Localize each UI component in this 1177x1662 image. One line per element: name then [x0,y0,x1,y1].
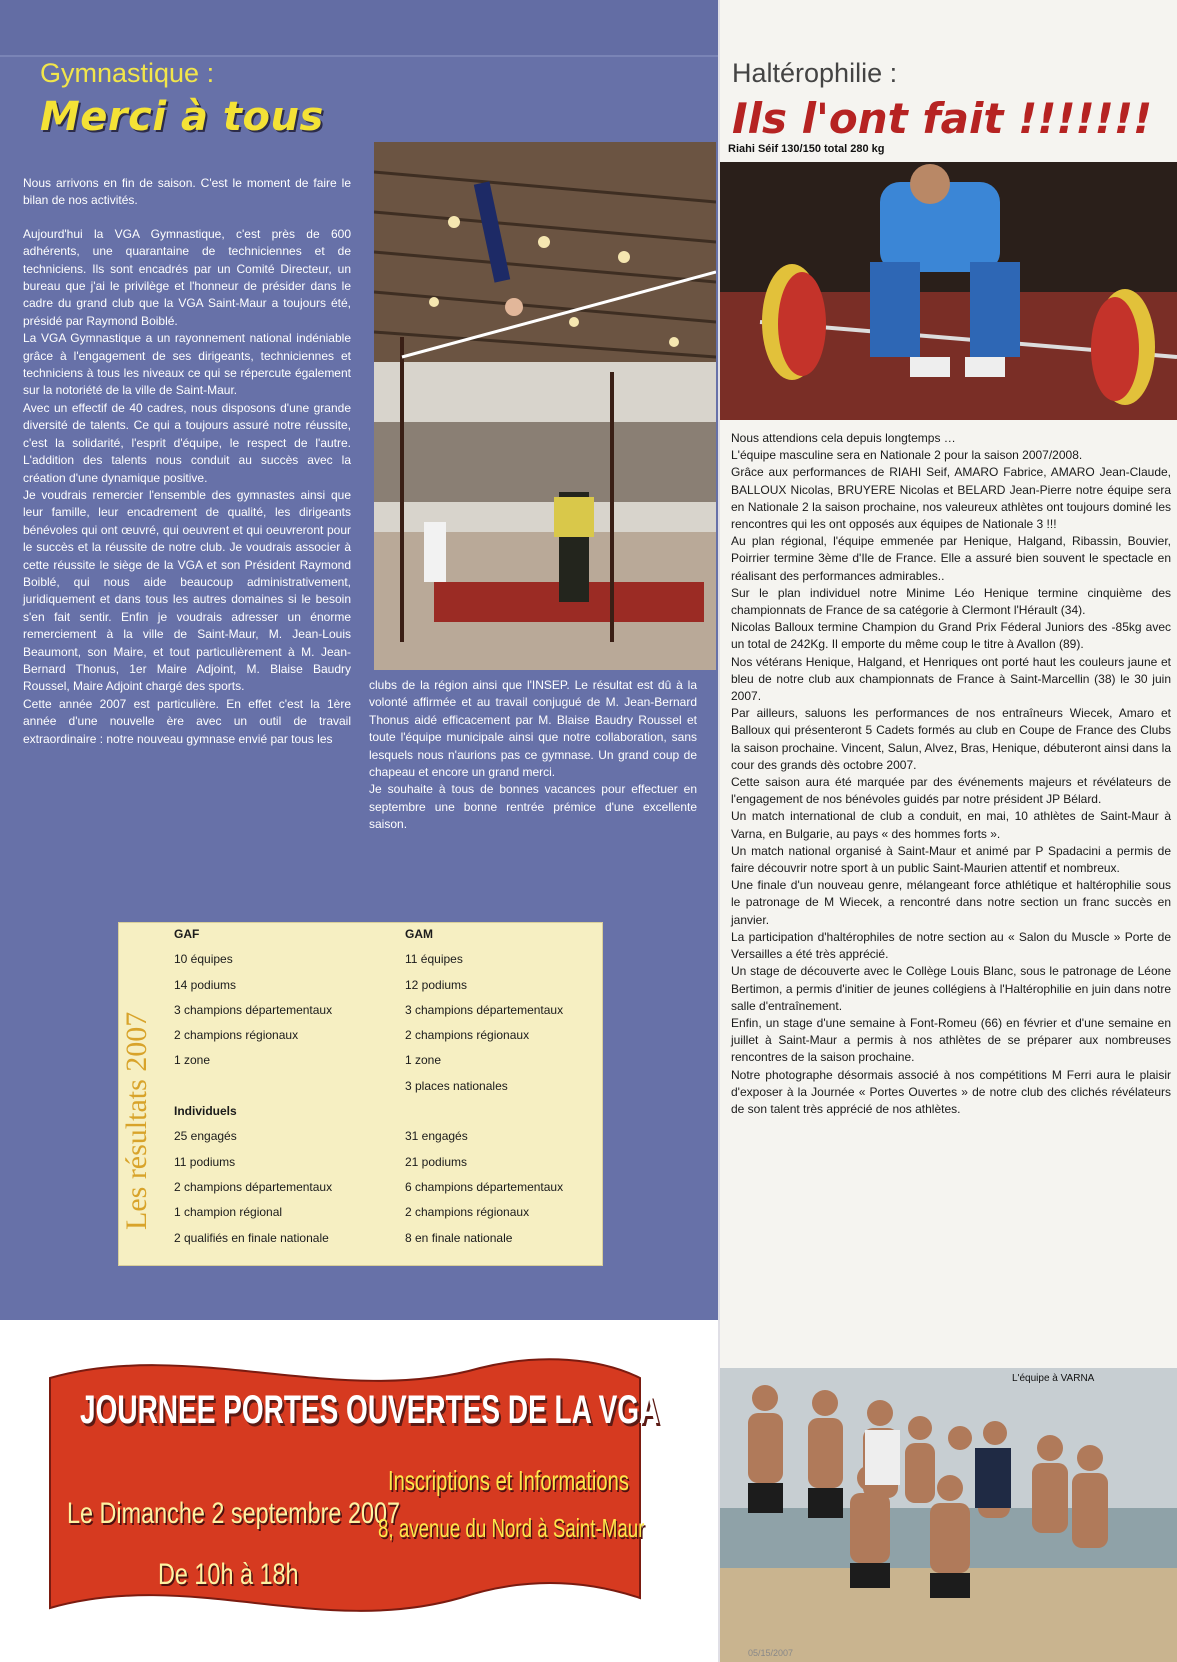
gymnastics-kicker: Gymnastique : [40,58,215,88]
gymnastics-body: Aujourd'hui la VGA Gymnastique, c'est près de 600 adhérents, une quarantaine de techniciennes et de techniciens. Ils sont encadrés par un Comité Directeur, un bureau que j'ai le privilège et l'honneur de présider dans le cadre du grand club que la VGA Saint-Maur a toujours été, présidé par Raymond Boiblé. La VGA Gymnastique a un rayonnement national indéniable grâce à l'engagement de ses dirigeants, techniciennes et techniciens à tous les niveaux ce qui se répercute également sur la notoriété de la ville de Saint-Maur. Avec un effectif de 40 cadres, nous disposons d'une grande diversité de talents. Ce qui a toujours assuré notre réussite, c'est la solidarité, l'esprit d'équipe, le respect de l'autre. L'addition des talents nous conduit au succès avec la création d'une dynamique positive. Je voudrais remercier l'ensemble des gymnastes ainsi que leur famille, leur encadrement de qualité, les dirigeants bénévoles qui ont œuvré, qui oeuvrent et qui oeuvreront pour le succès et la réussite de notre club. Je voudrais associer à cette réussite le siège de la VGA et son Président Raymond Boiblé, qui nous aide beaucoup administrativement, juridiquement et dans tous les autres domaines si le besoin s'en fait sentir. Enfin je voudrais adresser un énorme remerciement à la ville de Saint-Maur, M. Jean-Louis Beaumont, son Maire, et tout particulièrement à M. Jean-Bernard Thonus, 1er Maire Adjoint, M. Blaise Baudry Roussel, Maire Adjoint chargé des sports. Cette année 2007 est particulière. En effet c'est la 1ère année d'une nouvelle ère avec un outil de travail extraordinaire : notre nouveau gymnase envié par tous les [23,226,351,746]
gaf-team-result: 1 zone [174,1053,211,1068]
gymnastics-intro: Nous arrivons en fin de saison. C'est le moment de faire le bilan de nos activités. [23,176,351,208]
team-varna-photo [720,1368,1177,1662]
gam-header: GAM [405,927,433,941]
gam-team-result: 3 places nationales [405,1078,508,1093]
photo-date-stamp: 05/15/2007 [748,1648,794,1658]
gaf-team-result: 3 champions départementaux [174,1002,333,1017]
gam-team-result: 3 champions départementaux [405,1002,564,1017]
gaf-individual-result: 11 podiums [174,1154,236,1169]
gam-individual-result: 8 en finale nationale [405,1230,513,1245]
gam-individual-result: 2 champions régionaux [405,1205,530,1220]
gam-team-result: 12 podiums [405,977,468,992]
weightlifting-article [731,430,1171,1118]
gaf-team-result: 10 équipes [174,952,233,967]
gymnast-high-bar-photo [374,142,716,670]
gam-individual-result: 31 engagés [405,1129,468,1144]
gam-team-result: 2 champions régionaux [405,1028,530,1043]
banner-date: Le Dimanche 2 septembre 2007 [67,1497,401,1530]
gaf-individual-result: 25 engagés [174,1129,237,1144]
lifter-photo-caption: Riahi Séif 130/150 total 280 kg [728,143,885,155]
weightlifting-title: Ils l'ont fait !!!!!!! [732,94,1153,143]
weightlifting-paragraph: Par ailleurs, saluons les performances de nos entraîneurs Wiecek, Amaro et Balloux qui présenteront 5 Cadets formés au club en Coupe de France des Clubs la saison prochaine. Vincent, Salun, Alvez, Bras, Henique, débuteront ainsi dans la cour des grands dès octobre 2007. Cette saison aura été marquée par des événements majeurs et révélateurs de l'engagement de nos bénévoles guidés par notre président JP Bélard. Un match international de club a conduit, en mai, 10 athlètes de Saint-Maur à Varna, en Bulgarie, au pays « des hommes forts ». Un match national organisé à Saint-Maur et animé par P Spadacini a permis de faire découvrir notre sport à un public Saint-Maurien attentif et nombreux. Une finale d'un nouveau genre, mélangeant force athlétique et haltérophilie sous le patronage de M Wiecek, a rencontré dans notre section un franc succès en janvier. La participation d'haltérophiles de notre section au « Salon du Muscle » Porte de Versailles a été très apprécié. Un stage de découverte avec le Collège Louis Blanc, sous le patronage de Léone Bertimon, a permis d'initier de jeunes collégiens à l'Haltérophilie en juin dans notre salle d'entraînement. Enfin, un stage d'une semaine à Font-Romeu (66) en février et d'une semaine en juillet à Saint-Maur a permis à nos athlètes de se préparer aux nombreuses rencontres de la saison prochaine. Notre photographe désormais associé à nos compétitions M Ferri aura le plaisir d'exposer à la Journée « Portes Ouvertes » de notre club des clichés révélateurs de son talent très apprécié de nos athlètes. [731,706,1171,1116]
banner-title: JOURNEE PORTES OUVERTES DE LA VGA [80,1388,660,1432]
gaf-individual-result: 2 qualifiés en finale nationale [174,1230,329,1245]
gam-individual-result: 21 podiums [405,1154,468,1169]
gam-team-result: 1 zone [405,1053,442,1068]
results-gam-column [405,922,563,1251]
weightlifter-photo [720,162,1177,420]
gymnastics-column-2 [369,677,697,834]
banner-address: 8, avenue du Nord à Saint-Maur [378,1513,645,1543]
team-photo-caption: L'équipe à VARNA [1012,1373,1095,1384]
banner-time: De 10h à 18h [158,1558,299,1591]
gymnastics-conclusion: clubs de la région ainsi que l'INSEP. Le résultat est dû à la volonté affirmée et au travail conjugué de M. Jean-Bernard Thonus aidé efficacement par M. Blaise Baudry Roussel et toute l'équipe municipale ainsi que notre collaboration, sans lesquels nous n'aurions pas ce gymnase. Un grand coup de chapeau et encore un grand merci. Je souhaite à tous de bonnes vacances pour effectuer en septembre une bonne rentrée prémice d'une excellente saison. [369,678,697,832]
gymnastics-column-1 [23,175,351,748]
gam-team-result: 11 équipes [405,952,463,967]
gam-individual-result: 6 champions départementaux [405,1179,564,1194]
results-gaf-column [174,922,332,1251]
weightlifting-paragraph: Nous attendions cela depuis longtemps … L'équipe masculine sera en Nationale 2 pour la saison 2007/2008. Grâce aux performances de RIAHI Seif, AMARO Fabrice, AMARO Jean-Claude, BALLOUX Nicolas, BRUYERE Nicolas et BELARD Jean-Pierre notre équipe sera en Nationale 2 la saison prochaine, nos valeureux athlètes ont toujours dominé les rencontres qui les ont opposés aux équipes de Nationale 3 !!! Au plan régional, l'équipe emmenée par Henique, Halgand, Ribassin, Bouvier, Poirrier termine 3ème d'Ile de France. Elle a assuré bien souvent le spectacle en réalisant des performances admirables.. Sur le plan individuel notre Minime Léo Henique termine cinquième des championnats de France de sa catégorie à Clermont l'Hérault (34). Nicolas Balloux termine Champion du Grand Prix Féderal Juniors des -85kg avec un total de 242Kg. Il emporte du même coup le titre à Avallon (89). Nos vétérans Henique, Halgand, et Henriques ont porté haut les couleurs jaune et bleu de notre club aux championnats de France à Saint-Marcellin (38) le 30 juin 2007. [731,431,1171,704]
gaf-individual-header: Individuels [174,1104,237,1119]
gaf-individual-result: 2 champions départementaux [174,1179,333,1194]
gymnastics-title: Merci à tous [40,94,324,140]
weightlifting-kicker: Haltérophilie : [732,58,898,88]
banner-inscriptions: Inscriptions et Informations [388,1465,629,1496]
gaf-individual-result: 1 champion régional [174,1205,283,1220]
results-vertical-title: Les résultats 2007 [120,1011,153,1230]
gaf-team-result: 2 champions régionaux [174,1028,299,1043]
gaf-header: GAF [174,927,200,941]
header-strip [0,0,718,57]
gaf-team-result: 14 podiums [174,977,237,992]
